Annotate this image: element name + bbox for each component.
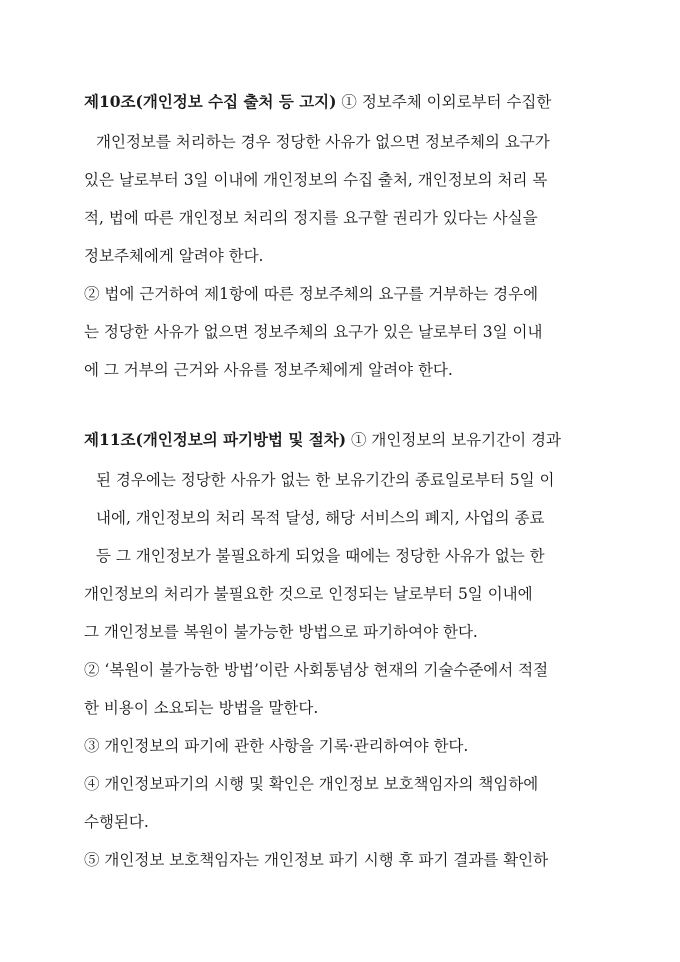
article-11-p1-line: ① 개인정보의 보유기간이 경과 xyxy=(346,431,561,449)
article-10-p2-line: 에 그 거부의 근거와 사유를 정보주체에게 알려야 한다. xyxy=(84,361,453,379)
article-11-p4-line: ④ 개인정보파기의 시행 및 확인은 개인정보 보호책임자의 책임하에 xyxy=(84,775,539,793)
article-11-p1-line: 된 경우에는 정당한 사유가 없는 한 보유기간의 종료일로부터 5일 이 xyxy=(96,471,555,489)
article-10-p1-line: 정보주체에게 알려야 한다. xyxy=(84,247,264,265)
article-10-heading: 제10조(개인정보 수집 출처 등 고지) xyxy=(84,92,337,111)
article-10-first-line xyxy=(84,92,551,112)
article-11-p5-line: ⑤ 개인정보 보호책임자는 개인정보 파기 시행 후 파기 결과를 확인하 xyxy=(84,851,549,869)
article-10-p2-line: ② 법에 근거하여 제1항에 따른 정보주체의 요구를 거부하는 경우에 xyxy=(84,285,539,303)
article-11-p4-line: 수행된다. xyxy=(84,813,149,831)
article-10-p1-line: ① 정보주체 이외로부터 수집한 xyxy=(336,93,552,111)
article-10-p2-line: 는 정당한 사유가 없으면 정보주체의 요구가 있은 날로부터 3일 이내 xyxy=(84,323,543,341)
article-10-p1-line: 적, 법에 따른 개인정보 처리의 정지를 요구할 권리가 있다는 사실을 xyxy=(84,209,538,227)
article-11-p1-line: 개인정보의 처리가 불필요한 것으로 인정되는 날로부터 5일 이내에 xyxy=(84,585,533,603)
article-10-p1-line: 있은 날로부터 3일 이내에 개인정보의 수집 출처, 개인정보의 처리 목 xyxy=(84,171,548,189)
article-11-p2-line: ② ‘복원이 불가능한 방법’이란 사회통념상 현재의 기술수준에서 적절 xyxy=(84,661,549,679)
article-11-p2-line: 한 비용이 소요되는 방법을 말한다. xyxy=(84,699,319,717)
article-11-p1-line: 내에, 개인정보의 처리 목적 달성, 해당 서비스의 폐지, 사업의 종료 xyxy=(96,509,545,527)
article-10-p1-line: 개인정보를 처리하는 경우 정당한 사유가 없으면 정보주체의 요구가 xyxy=(96,133,550,151)
article-11-p1-line: 등 그 개인정보가 불필요하게 되었을 때에는 정당한 사유가 없는 한 xyxy=(96,547,545,565)
article-11-heading: 제11조(개인정보의 파기방법 및 절차) xyxy=(84,430,347,449)
article-11-first-line xyxy=(84,430,561,450)
article-11-p3-line: ③ 개인정보의 파기에 관한 사항을 기록·관리하여야 한다. xyxy=(84,737,469,755)
article-11-p1-line: 그 개인정보를 복원이 불가능한 방법으로 파기하여야 한다. xyxy=(84,623,478,641)
